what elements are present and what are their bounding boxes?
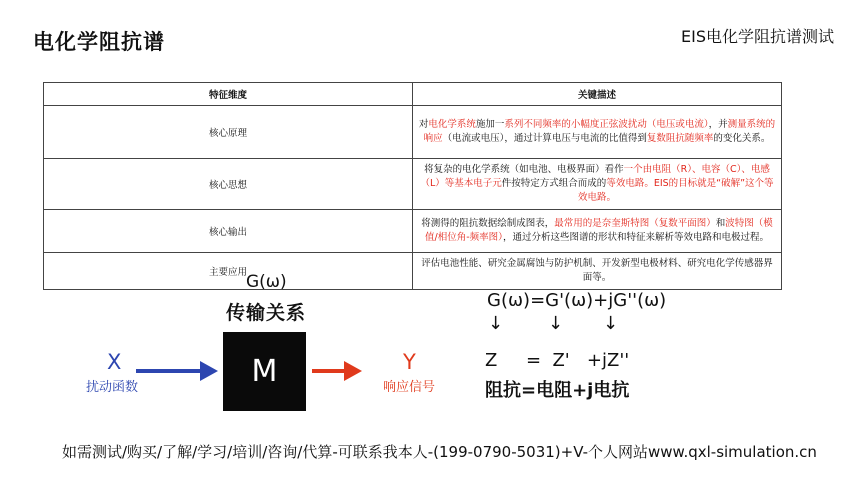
down-arrow-icon: ↓ <box>603 313 619 334</box>
text-segment: ，并 <box>708 119 728 130</box>
system-box-label: M <box>251 354 278 389</box>
highlight-segment: 测量系统的响应 <box>423 119 776 144</box>
highlight-segment: 等效电路。EIS的目标就是“破解”这个等效电路。 <box>577 178 774 203</box>
text-segment: 件按特定方式组合而成的 <box>501 178 607 189</box>
down-arrow-icon: ↓ <box>488 313 504 334</box>
page-title: 电化学阻抗谱 <box>33 30 165 54</box>
input-arrow-icon <box>136 361 218 381</box>
text-segment: 的变化关系。 <box>713 133 771 144</box>
text-segment: 施加一 <box>475 119 505 130</box>
highlight-segment: 电化学系统 <box>428 119 476 130</box>
text-segment: （电流或电压），通过计算电压与电流的比值得到 <box>442 133 647 144</box>
input-variable: X <box>107 350 122 374</box>
text-segment: 将复杂的电化学系统（如电池、电极界面）看作 <box>424 164 624 175</box>
transfer-function-symbol: G(ω) <box>246 272 287 292</box>
impedance-definition: 阻抗=电阻+j电抗 <box>485 380 630 401</box>
table-cell-dimension: 核心思想 <box>44 159 413 210</box>
down-arrow-icon: ↓ <box>548 313 564 334</box>
output-arrow-icon <box>312 361 362 381</box>
text-segment: 和 <box>715 218 726 229</box>
text-segment: 对 <box>418 119 429 130</box>
text-segment: ，通过分析这些图谱的形状和特征来解析等效电路和电极过程。 <box>502 232 769 243</box>
highlight-segment: 最常用的是奈奎斯特图（复数平面图） <box>554 218 716 229</box>
column-header-dimension: 特征维度 <box>44 83 413 106</box>
complex-transfer-equation: G(ω)=G'(ω)+jG''(ω) <box>487 290 667 311</box>
table-cell-dimension: 核心输出 <box>44 210 413 253</box>
highlight-segment: 一个由电阻（R）、电容（C）、电感（L）等基本电子元 <box>420 164 770 189</box>
column-header-description: 关键描述 <box>413 83 782 106</box>
transfer-relation-label: 传输关系 <box>226 302 307 324</box>
table-cell-dimension: 核心原理 <box>44 106 413 159</box>
page-subtitle: EIS电化学阻抗谱测试 <box>681 27 834 46</box>
input-variable-label: 扰动函数 <box>86 380 139 395</box>
impedance-equation: Z = Z' +jZ'' <box>485 350 630 371</box>
text-segment: 评估电池性能、研究金属腐蚀与防护机制、开发新型电极材料、研究电化学传感器界面等。 <box>421 258 773 283</box>
highlight-segment: 系列不同频率的小幅度正弦波扰动（电压或电流） <box>504 119 709 130</box>
table-cell-dimension: 主要应用 <box>44 253 413 290</box>
output-variable-label: 响应信号 <box>383 380 436 395</box>
output-variable: Y <box>403 350 416 374</box>
text-segment: 将测得的阻抗数据绘制成图表， <box>421 218 555 229</box>
contact-footer: 如需测试/购买/了解/学习/培训/咨询/代算-可联系我本人-(199-0790-5031)+V-个人网站www.qxl-simulation.cn <box>62 443 817 461</box>
highlight-segment: 复数阻抗随频率 <box>646 133 714 144</box>
highlight-segment: 波特图（模值/相位角-频率图） <box>425 218 773 243</box>
